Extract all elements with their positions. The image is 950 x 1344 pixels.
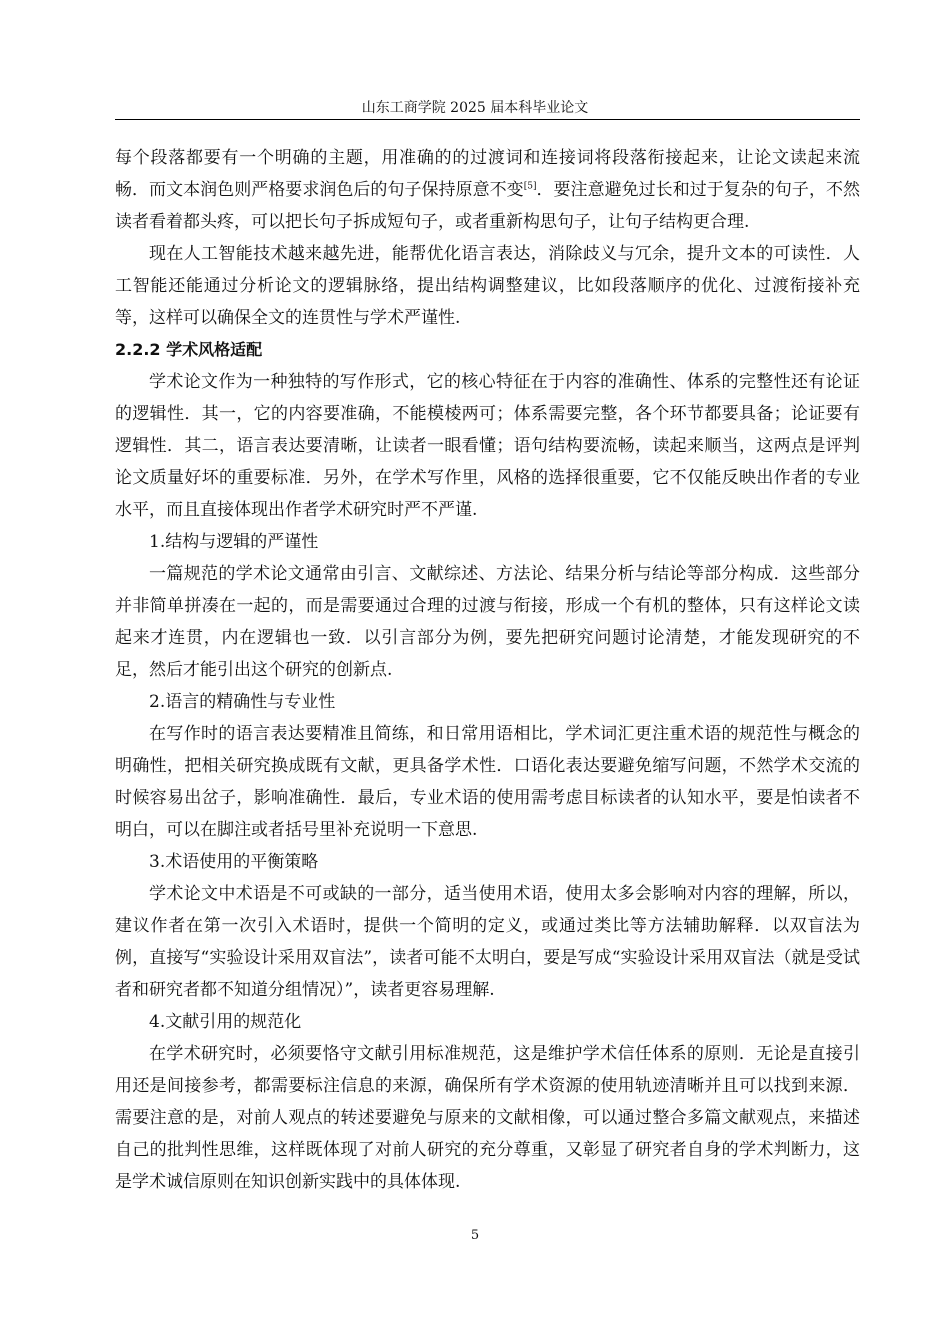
document-body [115,142,860,1198]
paragraph-citation: 在学术研究时，必须要恪守文献引用标准规范，这是维护学术信任体系的原则．无论是直接引用还是间接参考，都需要标注信息的来源，确保所有学术资源的使用轨迹清晰并且可以找到来源．需要注意的是，对前人观点的转述要避免与原来的文献相像，可以通过整合多篇文献观点，来描述自己的批判性思维，这样既体现了对前人研究的充分尊重，又彰显了研究者自身的学术判断力，这是学术诚信原则在知识创新实践中的具体体现. [115,1044,860,1192]
paragraph-continuation: 每个段落都要有一个明确的主题，用准确的的过渡词和连接词将段落衔接起来，让论文读起来流畅．而文本润色则严格要求润色后的句子保持原意不变[5]．要注意避免过长和过于复杂的句子，不然读者看着都头疼，可以把长句子拆成短句子，或者重新构思句子，让句子结构更合理. [115,148,861,232]
subheading-terminology: 3.术语使用的平衡策略 [149,852,319,872]
page-header: 山东工商学院 2025 届本科毕业论文 [361,100,589,116]
paragraph-ai: 现在人工智能技术越来越先进，能帮优化语言表达，消除歧义与冗余，提升文本的可读性．人工智能还能通过分析论文的逻辑脉络，提出结构调整建议，比如段落顺序的优化、过渡衔接补充等，这样可以确保全文的连贯性与学术严谨性. [115,244,860,328]
paragraph-terminology: 学术论文中术语是不可或缺的一部分，适当使用术语，使用太多会影响对内容的理解，所以，建议作者在第一次引入术语时，提供一个简明的定义，或通过类比等方法辅助解释．以双盲法为例，直接写“实验设计采用双盲法”，读者可能不太明白，要是写成“实验设计采用双盲法（就是受试者和研究者都不知道分组情况）”，读者更容易理解. [115,884,860,1000]
header-rule [115,119,860,120]
subheading-structure: 1.结构与逻辑的严谨性 [149,532,319,552]
subheading-citation: 4.文献引用的规范化 [149,1012,302,1032]
paragraph-academic-style: 学术论文作为一种独特的写作形式，它的核心特征在于内容的准确性、体系的完整性还有论证的逻辑性．其一，它的内容要准确，不能模棱两可；体系需要完整，各个环节都要具备；论证要有逻辑性．其二，语言表达要清晰，让读者一眼看懂；语句结构要流畅，读起来顺当，这两点是评判论文质量好坏的重要标准．另外，在学术写作里，风格的选择很重要，它不仅能反映出作者的专业水平，而且直接体现出作者学术研究时严不严谨. [115,372,860,520]
paragraph-structure: 一篇规范的学术论文通常由引言、文献综述、方法论、结果分析与结论等部分构成．这些部分并非简单拼凑在一起的，而是需要通过合理的过渡与衔接，形成一个有机的整体，只有这样论文读起来才连贯，内在逻辑也一致．以引言部分为例，要先把研究问题讨论清楚，才能发现研究的不足，然后才能引出这个研究的创新点. [115,564,860,680]
paragraph-language: 在写作时的语言表达要精准且简练，和日常用语相比，学术词汇更注重术语的规范性与概念的明确性，把相关研究换成既有文献，更具备学术性．口语化表达要避免缩写问题，不然学术交流的时候容易出岔子，影响准确性．最后，专业术语的使用需考虑目标读者的认知水平，要是怕读者不明白，可以在脚注或者括号里补充说明一下意思. [115,724,860,840]
subheading-language: 2.语言的精确性与专业性 [149,692,336,712]
page-number: 5 [470,1228,480,1243]
section-heading: 2.2.2 学术风格适配 [115,340,263,359]
citation-ref: [5] [523,181,537,192]
